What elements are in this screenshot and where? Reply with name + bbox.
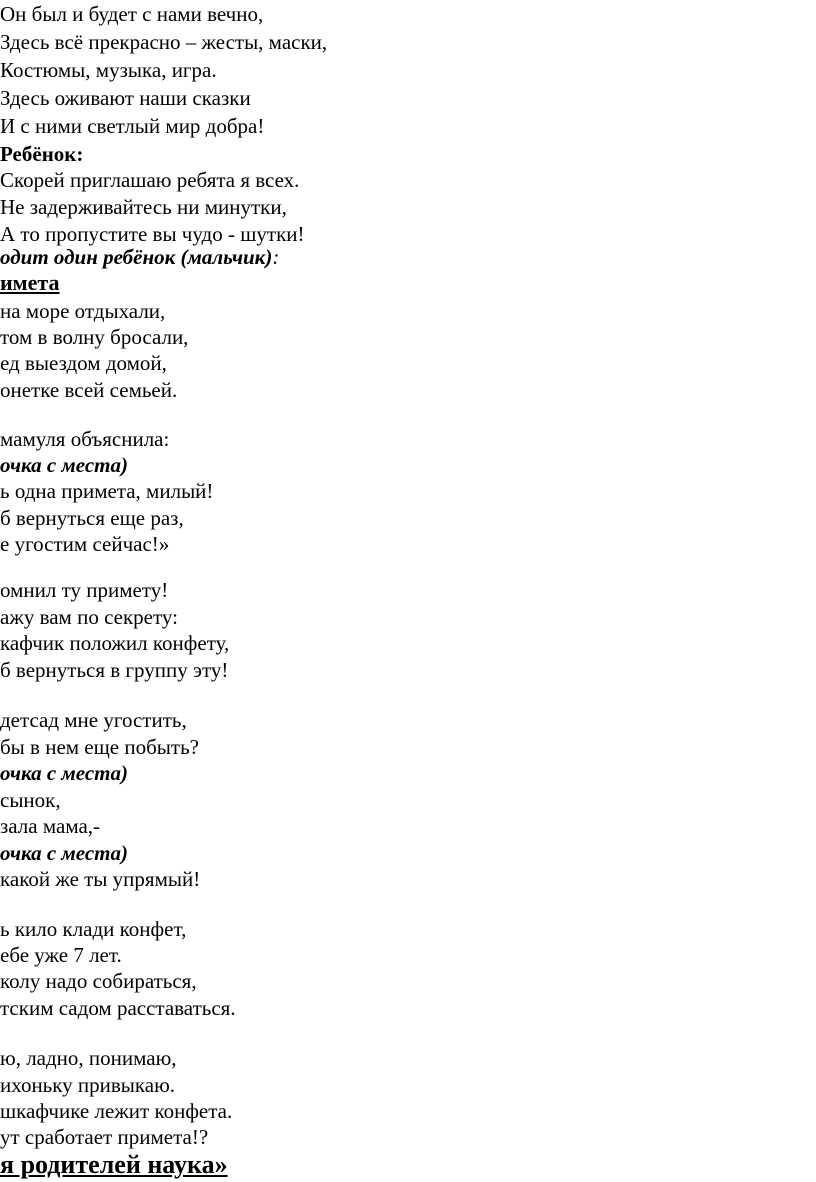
stage-direction-text: одит один ребёнок (мальчик) [0,245,273,269]
section-title: я родителей наука» [0,1150,228,1179]
poem-line: Здесь оживают наши сказки [0,86,251,110]
poem-line: Не задерживайтесь ни минутки, [0,195,287,219]
poem-line: ь одна примета, милый! [0,479,214,503]
poem-line: б вернуться еще раз, [0,506,184,530]
poem-line: ихоньку привыкаю. [0,1073,176,1097]
poem-line: том в волну бросали, [0,325,189,349]
poem-line: зала мама,- [0,814,101,838]
poem-line: ебе уже 7 лет. [0,943,122,967]
poem-line: ут сработает примета!? [0,1125,209,1149]
poem-line: Костюмы, музыка, игра. [0,58,217,82]
stage-direction [0,244,279,270]
poem-line: А то пропустите вы чудо - шутки! [0,222,305,246]
poem-line: детсад мне угостить, [0,708,187,732]
poem-line: Он был и будет с нами вечно, [0,2,264,26]
poem-line: шкафчике лежит конфета. [0,1099,233,1123]
poem-line: тским садом расставаться. [0,996,236,1020]
stage-remark: очка с места) [0,841,128,865]
poem-line: ю, ладно, понимаю, [0,1046,177,1070]
stage-remark: очка с места) [0,761,128,785]
poem-line: омнил ту примету! [0,578,169,602]
poem-line: на море отдыхали, [0,299,166,323]
poem-line: ь кило клади конфет, [0,917,187,941]
poem-line: колу надо собираться, [0,969,197,993]
poem-line: е угостим сейчас!» [0,532,170,556]
poem-line: Скорей приглашаю ребята я всех. [0,168,300,192]
poem-line: мамуля объяснила: [0,427,170,451]
poem-line: сынок, [0,788,61,812]
poem-line: б вернуться в группу эту! [0,658,229,682]
poem-line: бы в нем еще побыть? [0,735,199,759]
poem-line: Здесь всё прекрасно – жесты, маски, [0,30,328,54]
speaker-label: Ребёнок: [0,142,84,166]
poem-line: ажу вам по секрету: [0,605,178,629]
poem-line: какой же ты упрямый! [0,867,201,891]
poem-line: онетке всей семьей. [0,378,178,402]
stage-remark: очка с места) [0,453,128,477]
poem-line: кафчик положил конфету, [0,631,230,655]
stage-direction-colon: : [272,245,280,269]
poem-title: имета [0,270,60,295]
poem-line: И с ними светлый мир добра! [0,114,265,138]
poem-line: ед выездом домой, [0,351,167,375]
